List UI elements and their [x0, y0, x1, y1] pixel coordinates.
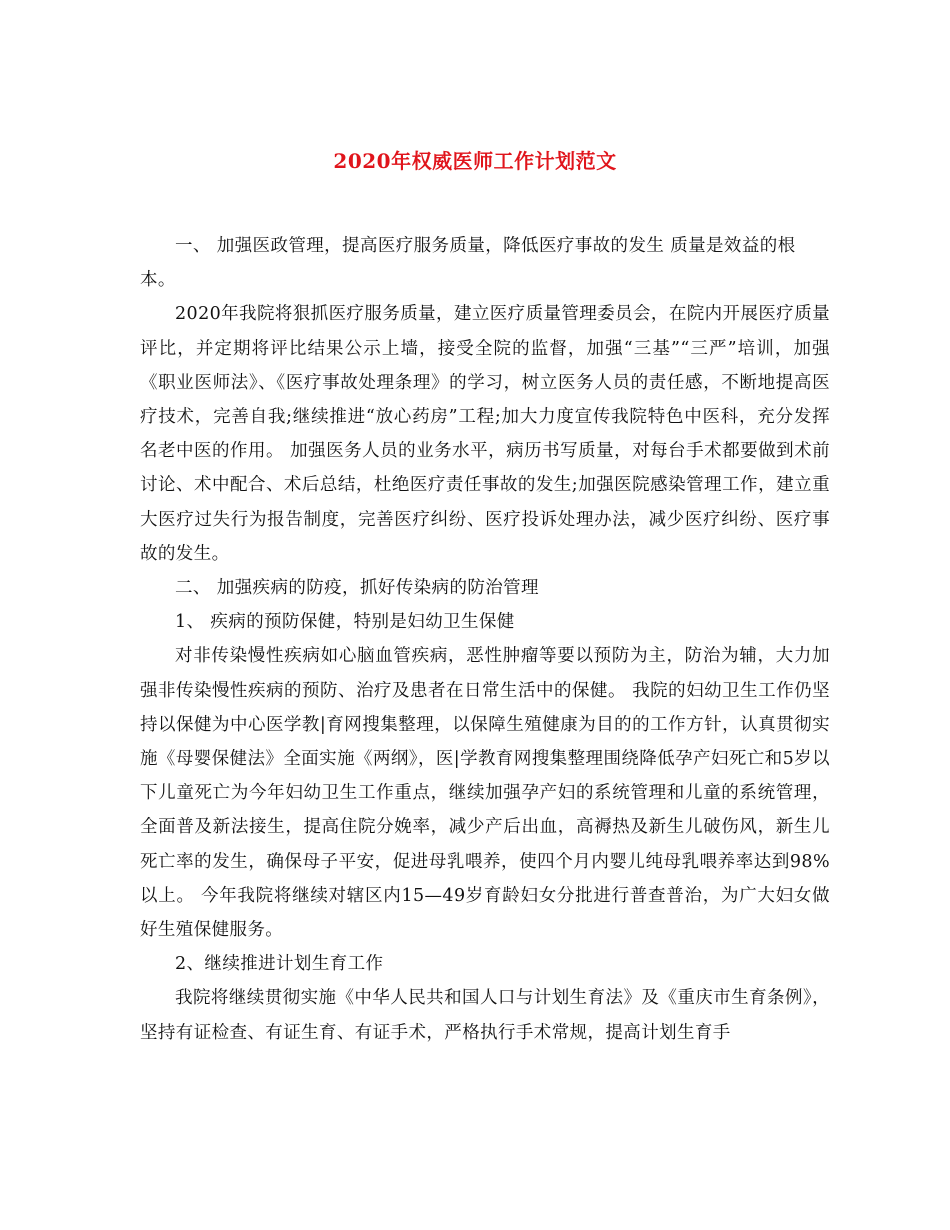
document-title: 2020年权威医师工作计划范文: [333, 149, 617, 173]
section-heading-1: 一、 加强医政管理，提高医疗服务质量，降低医疗事故的发生 质量是效益的根本。: [140, 236, 796, 291]
section-heading-2: 二、 加强疾病的防疫，抓好传染病的防治管理: [175, 578, 539, 599]
subsection-heading-1: 1、 疾病的预防保健，特别是妇幼卫生保健: [175, 612, 515, 633]
document-body: [140, 229, 830, 1050]
paragraph-family-planning: 我院将继续贯彻实施《中华人民共和国人口与计划生育法》及《重庆市生育条例》，坚持有证检查、有证生育、有证手术，严格执行手术常规，提高计划生育手: [140, 988, 830, 1043]
paragraph-quality-plan: 2020年我院将狠抓医疗服务质量，建立医疗质量管理委员会，在院内开展医疗质量评比，并定期将评比结果公示上墙，接受全院的监督，加强“三基”“三严”培训，加强《职业医师法》、《医疗事故处理条理》的学习，树立医务人员的责任感，不断地提高医疗技术，完善自我;继续推进“放心药房”工程;加大力度宣传我院特色中医科，充分发挥名老中医的作用。 加强医务人员的业务水平，病历书写质量，对每台手术都要做到术前讨论、术中配合、术后总结，杜绝医疗责任事故的发生;加强医院感染管理工作，建立重大医疗过失行为报告制度，完善医疗纠纷、医疗投诉处理办法，减少医疗纠纷、医疗事故的发生。: [140, 304, 830, 564]
subsection-heading-2: 2、继续推进计划生育工作: [175, 954, 384, 975]
paragraph-maternal-child-health: 对非传染慢性疾病如心脑血管疾病，恶性肿瘤等要以预防为主，防治为辅，大力加强非传染慢性疾病的预防、治疗及患者在日常生活中的保健。 我院的妇幼卫生工作仍坚持以保健为中心医学教|育网搜集整理，以保障生殖健康为目的的工作方针，认真贯彻实施《母婴保健法》全面实施《两纲》，医|学教育网搜集整理围绕降低孕产妇死亡和5岁以下儿童死亡为今年妇幼卫生工作重点，继续加强孕产妇的系统管理和儿童的系统管理，全面普及新法接生，提高住院分娩率，减少产后出血，高褥热及新生儿破伤风，新生儿死亡率的发生，确保母子平安，促进母乳喂养，使四个月内婴儿纯母乳喂养率达到98%以上。 今年我院将继续对辖区内15—49岁育龄妇女分批进行普查普治，为广大妇女做好生殖保健服务。: [140, 646, 830, 941]
